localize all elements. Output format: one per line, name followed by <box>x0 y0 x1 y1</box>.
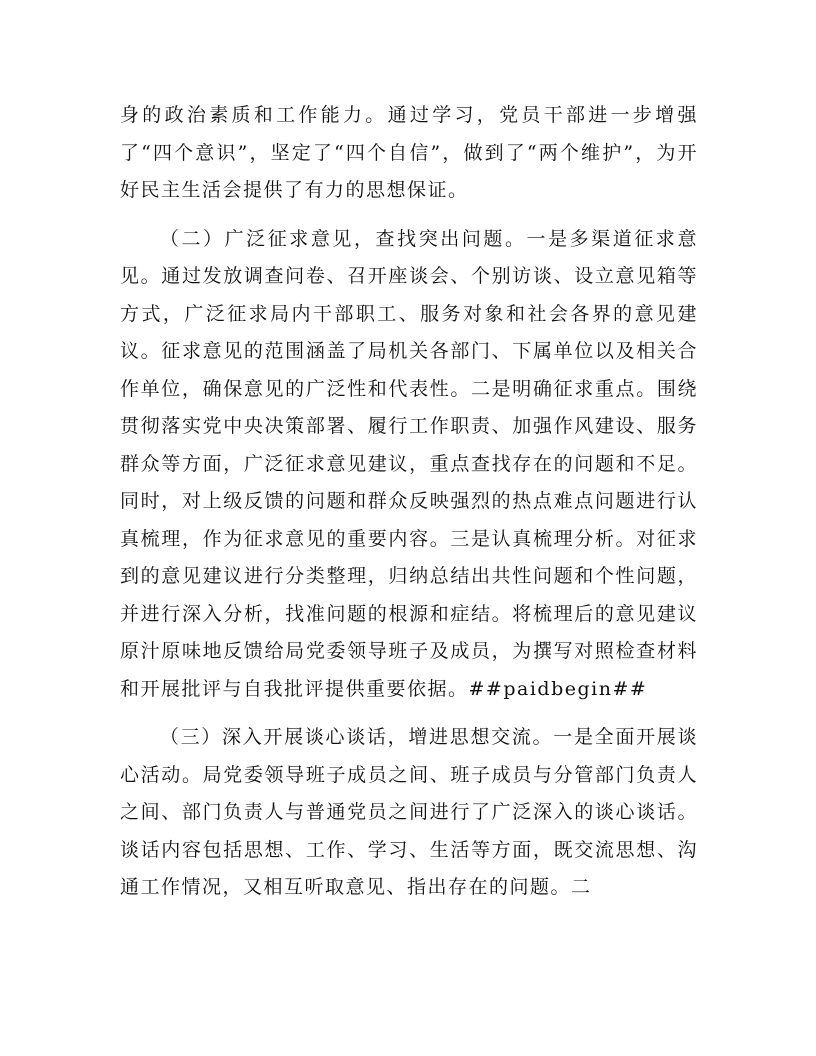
paragraph-continuation: 身的政治素质和工作能力。通过学习，党员干部进一步增强了“四个意识”，坚定了“四个自信”，做到了“两个维护”，为开好民主生活会提供了有力的思想保证。 <box>120 104 698 201</box>
document-body <box>120 97 698 907</box>
paragraph-section-two: （二）广泛征求意见，查找突出问题。一是多渠道征求意见。通过发放调查问卷、召开座谈会、个别访谈、设立意见箱等方式，广泛征求局内干部职工、服务对象和社会各界的意见建议。征求意见的范围涵盖了局机关各部门、下属单位以及相关合作单位，确保意见的广泛性和代表性。二是明确征求重点。围绕贯彻落实党中央决策部署、履行工作职责、加强作风建设、服务群众等方面，广泛征求意见建议，重点查找存在的问题和不足。同时，对上级反馈的问题和群众反映强烈的热点难点问题进行认真梳理，作为征求意见的重要内容。三是认真梳理分析。对征求到的意见建议进行分类整理，归纳总结出共性问题和个性问题，并进行深入分析，找准问题的根源和症结。将梳理后的意见建议原汁原味地反馈给局党委领导班子及成员，为撰写对照检查材料和开展批评与自我批评提供重要依据。##paidbegin## <box>120 227 698 700</box>
paragraph-section-three: （三）深入开展谈心谈话，增进思想交流。一是全面开展谈心活动。局党委领导班子成员之间、班子成员与分管部门负责人之间、部门负责人与普通党员之间进行了广泛深入的谈心谈话。谈话内容包括思想、工作、学习、生活等方面，既交流思想、沟通工作情况，又相互听取意见、指出存在的问题。二 <box>120 726 698 898</box>
